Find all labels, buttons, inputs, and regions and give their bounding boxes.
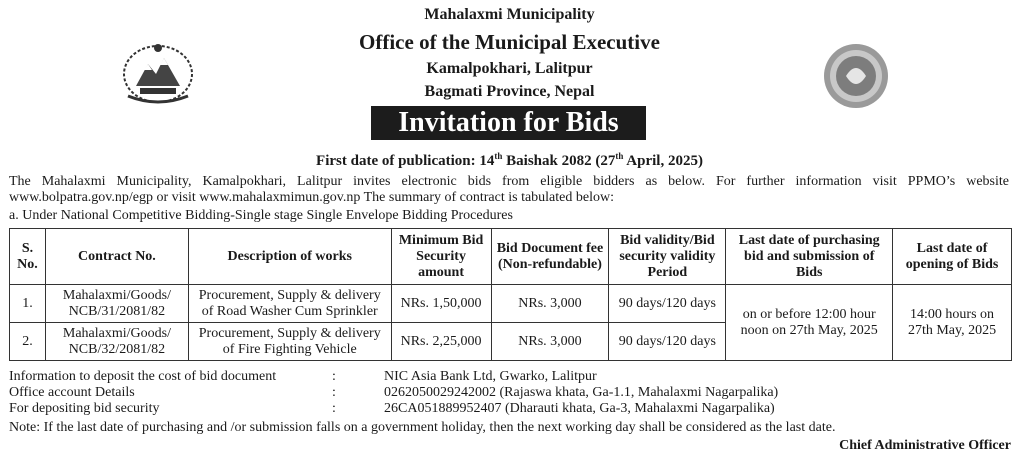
column-header: Last date of opening of Bids xyxy=(893,229,1012,285)
info-label: Office account Details xyxy=(9,385,135,400)
column-header: Contract No. xyxy=(45,229,188,285)
bid-document-fee: NRs. 3,000 xyxy=(491,285,609,323)
opening-date: 14:00 hours on 27th May, 2025 xyxy=(893,285,1012,361)
bid-security-amount: NRs. 1,50,000 xyxy=(391,285,491,323)
column-header: Description of works xyxy=(188,229,391,285)
municipality-name: Mahalaxmi Municipality xyxy=(424,6,595,23)
contract-number: Mahalaxmi/Goods/ NCB/32/2081/82 xyxy=(45,323,188,361)
table-row xyxy=(10,285,1012,323)
info-colon: : xyxy=(332,401,336,416)
bidding-procedure-heading: a. Under National Competitive Bidding-Single stage Single Envelope Bidding Procedures xyxy=(9,208,513,223)
work-description: Procurement, Supply & delivery of Road Washer Cum Sprinkler xyxy=(188,285,391,323)
intro-paragraph: The Mahalaxmi Municipality, Kamalpokhari, Lalitpur invites electronic bids from eligible bidders as below. For further information visit PPMO’s website www.bolpatra.gov.np/egp or visit www.mahalaxmimun.gov.np The summary of contract is tabulated below: xyxy=(9,174,1009,205)
province-name: Bagmati Province, Nepal xyxy=(424,83,595,100)
column-header: S. No. xyxy=(10,229,46,285)
serial-number: 1. xyxy=(10,285,46,323)
info-label: Information to deposit the cost of bid document xyxy=(9,369,277,384)
column-header: Bid validity/Bid security validity Period xyxy=(609,229,726,285)
serial-number: 2. xyxy=(10,323,46,361)
work-description: Procurement, Supply & delivery of Fire Fighting Vehicle xyxy=(188,323,391,361)
column-header: Last date of purchasing bid and submission of Bids xyxy=(726,229,893,285)
column-header: Minimum Bid Security amount xyxy=(391,229,491,285)
info-label: For depositing bid security xyxy=(9,401,160,416)
column-header: Bid Document fee (Non-refundable) xyxy=(491,229,609,285)
validity-period: 90 days/120 days xyxy=(609,323,726,361)
validity-period: 90 days/120 days xyxy=(609,285,726,323)
contract-number: Mahalaxmi/Goods/ NCB/31/2081/82 xyxy=(45,285,188,323)
info-value: 0262050029242002 (Rajaswa khata, Ga-1.1, Mahalaxmi Nagarpalika) xyxy=(384,385,779,400)
info-value: 26CA051889952407 (Dharauti khata, Ga-3, Mahalaxmi Nagarpalika) xyxy=(384,401,775,416)
notice-title: Invitation for Bids xyxy=(371,106,646,140)
office-name: Office of the Municipal Executive xyxy=(359,30,660,54)
info-colon: : xyxy=(332,369,336,384)
info-colon: : xyxy=(332,385,336,400)
submission-deadline: on or before 12:00 hour noon on 27th May, 2025 xyxy=(726,285,893,361)
info-value: NIC Asia Bank Ltd, Gwarko, Lalitpur xyxy=(384,369,597,384)
signatory: Chief Administrative Officer xyxy=(839,438,1011,453)
bid-security-amount: NRs. 2,25,000 xyxy=(391,323,491,361)
holiday-note: Note: If the last date of purchasing and /or submission falls on a government holiday, then the next working day shall be considered as the last date. xyxy=(9,420,836,435)
office-address: Kamalpokhari, Lalitpur xyxy=(426,60,593,77)
table-header-row xyxy=(10,229,1012,285)
bid-document-fee: NRs. 3,000 xyxy=(491,323,609,361)
publication-date: First date of publication: 14th Baishak 2082 (27th April, 2025) xyxy=(316,151,703,169)
bids-table xyxy=(9,228,1012,361)
notice-header xyxy=(0,0,1019,150)
